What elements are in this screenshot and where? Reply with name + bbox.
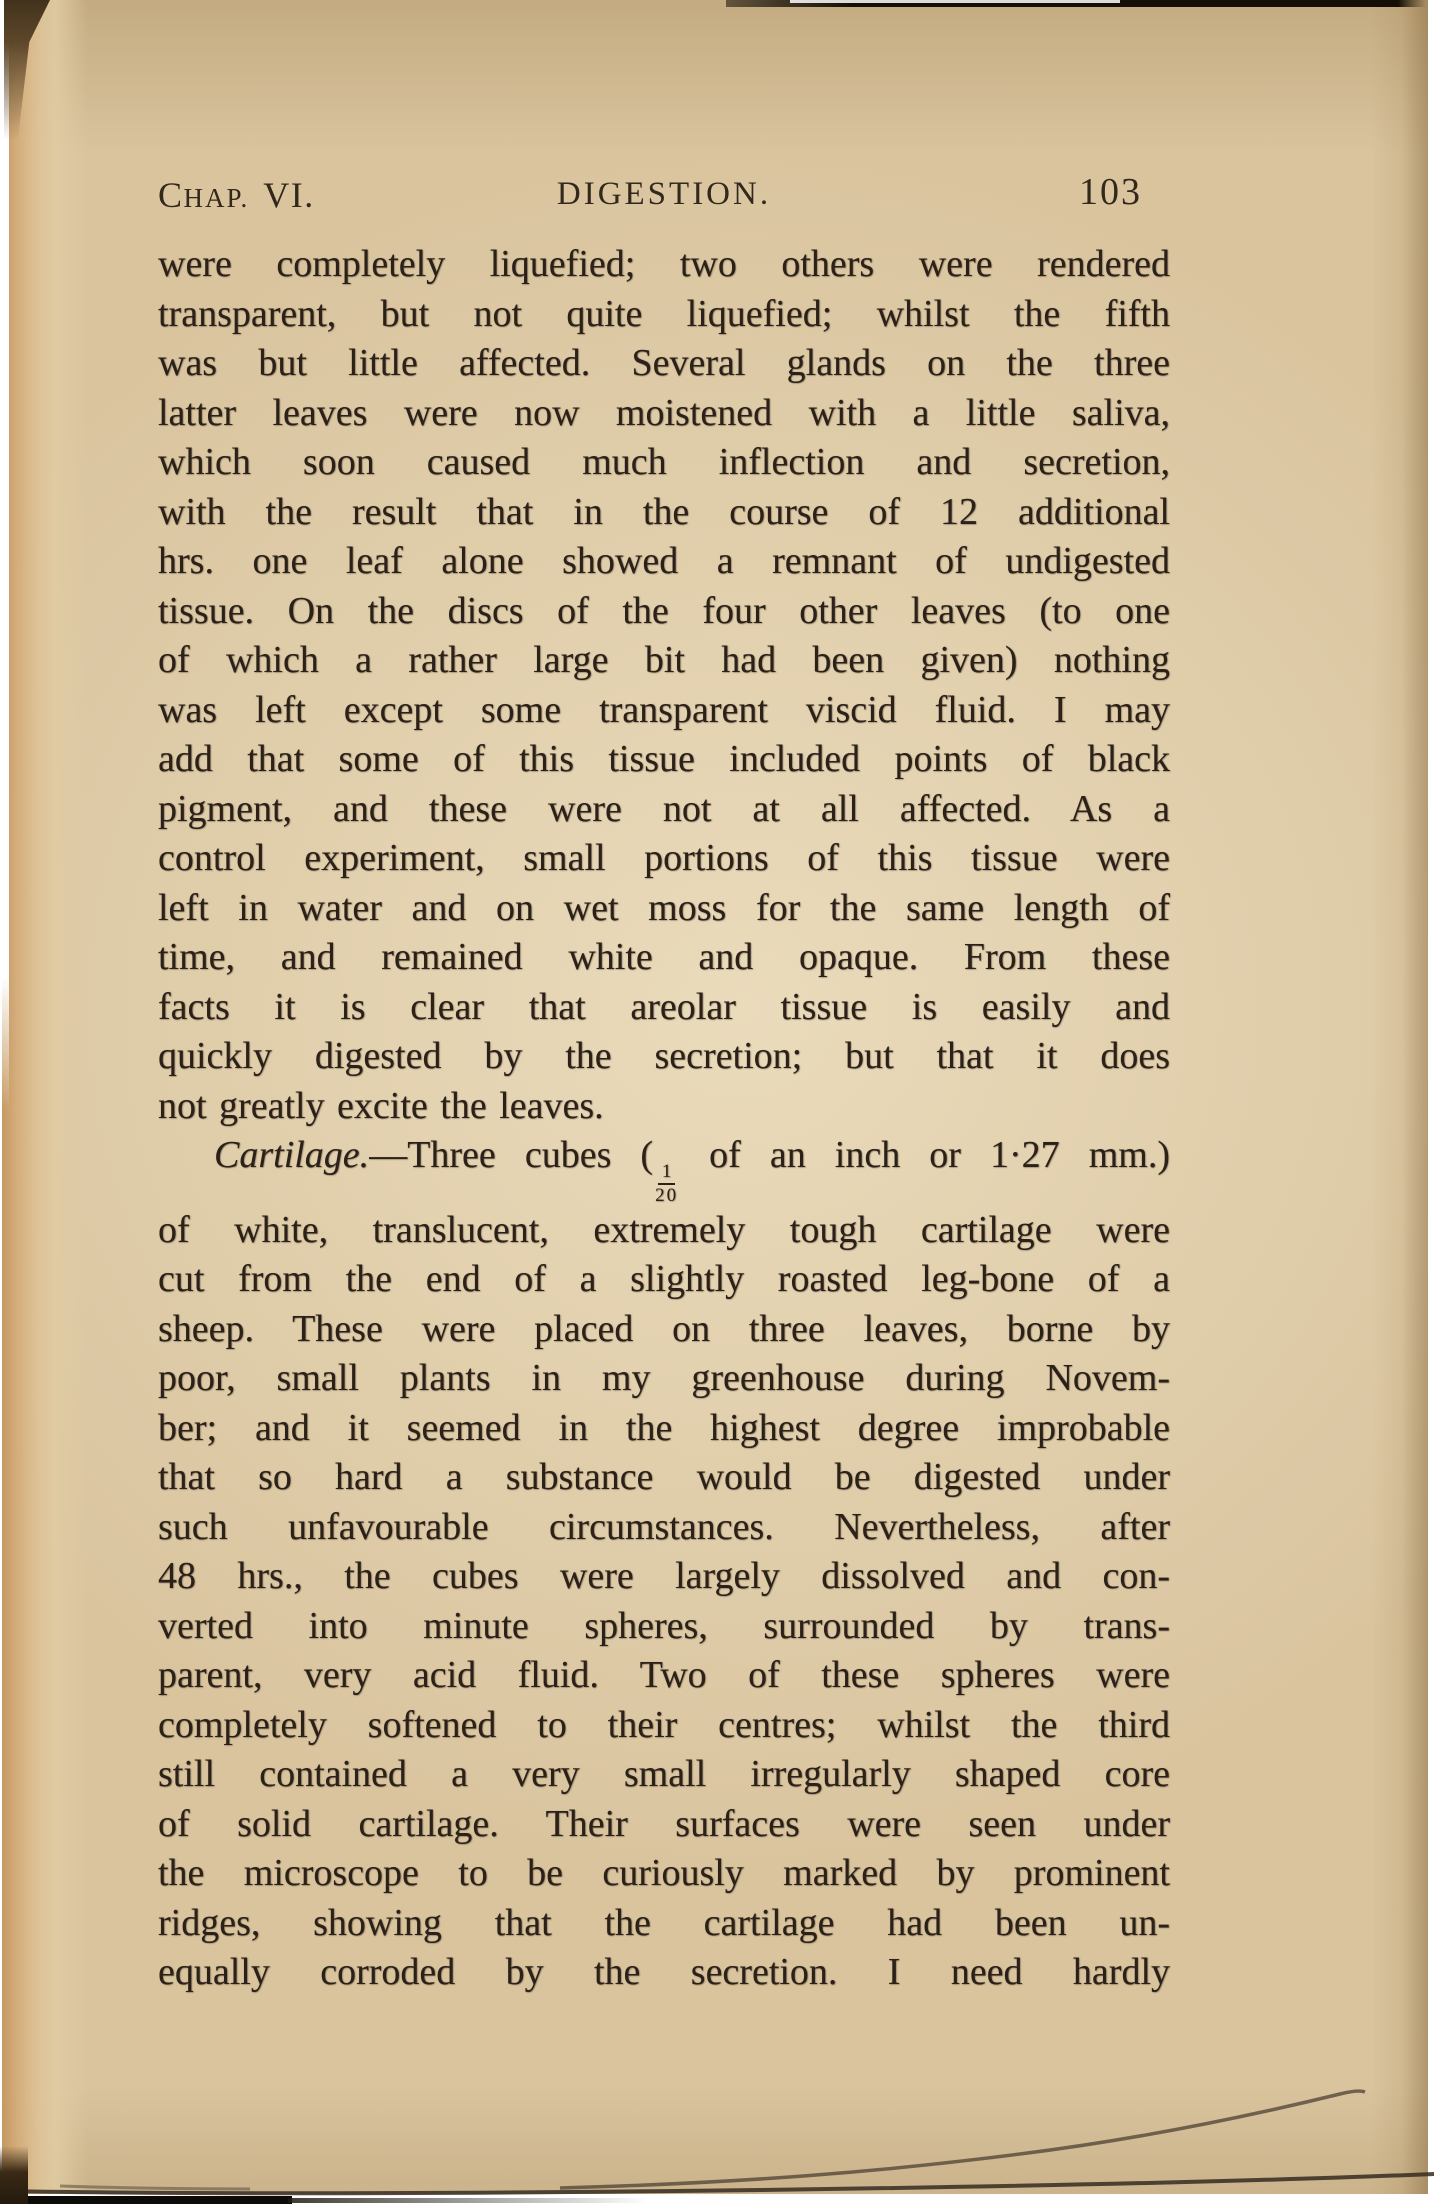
page-number: 103 xyxy=(1079,171,1142,213)
text-line: with the result that in the course of 12 additional xyxy=(158,490,1170,533)
text-line: time, and remained white and opaque. From these xyxy=(158,936,1170,978)
text-line: such unfavourable circumstances. Nevertheless, after xyxy=(158,1505,1170,1548)
text-line: which soon caused much inflection and secretion, xyxy=(158,441,1170,483)
text-line: the microscope to be curiously marked by prominent xyxy=(158,1852,1170,1895)
text-line: hrs. one leaf alone showed a remnant of undigested xyxy=(158,540,1170,582)
text-line: verted into minute spheres, surrounded by trans- xyxy=(158,1604,1170,1647)
text-line: cut from the end of a slightly roasted leg-bone of a xyxy=(158,1258,1170,1301)
text-line: left in water and on wet moss for the same length of xyxy=(158,886,1170,929)
running-title: DIGESTION. xyxy=(556,176,772,212)
text-line: were completely liquefied; two others were rendered xyxy=(158,243,1170,285)
text-line: 48 hrs., the cubes were largely dissolved and con- xyxy=(158,1555,1170,1598)
text-line: facts it is clear that areolar tissue is easily and xyxy=(158,985,1170,1028)
chapter-roman-numeral: VI. xyxy=(263,175,315,215)
text-span: of an inch or 1·27 mm.) xyxy=(680,1134,1170,1176)
text-line: transparent, but not quite liquefied; whilst the fifth xyxy=(158,292,1170,335)
text-line: poor, small plants in my greenhouse during Novem- xyxy=(158,1357,1170,1400)
text-line: parent, very acid fluid. Two of these spheres were xyxy=(158,1654,1170,1697)
text-line: of which a rather large bit had been given) nothing xyxy=(158,639,1170,681)
text-line: pigment, and these were not at all affected. As a xyxy=(158,787,1170,830)
bottom-left-corner-shadow xyxy=(0,2146,28,2204)
chapter-label-smallcaps: HAP. xyxy=(183,183,250,213)
text-line: of white, translucent, extremely tough cartilage were xyxy=(158,1208,1170,1251)
page-fore-edge xyxy=(2,0,88,2194)
text-line: latter leaves were now moistened with a little saliva, xyxy=(158,391,1170,434)
page-right-edge-shadow xyxy=(1402,0,1428,2194)
text-line: add that some of this tissue included points of black xyxy=(158,738,1170,780)
text-line: equally corroded by the secretion. I need hardly xyxy=(158,1951,1170,1994)
text-line: was left except some transparent viscid fluid. I may xyxy=(158,688,1170,731)
italic-text: Cartilage. xyxy=(214,1134,370,1176)
text-line: sheep. These were placed on three leaves, borne by xyxy=(158,1307,1170,1350)
text-line: of solid cartilage. Their surfaces were seen under xyxy=(158,1802,1170,1845)
bottom-left-black-bar xyxy=(0,2196,292,2204)
text-span: —Three cubes ( xyxy=(369,1134,654,1176)
text-line: quickly digested by the secretion; but that it does xyxy=(158,1035,1170,1077)
top-edge-highlight xyxy=(790,0,1120,3)
text-line: ber; and it seemed in the highest degree improbable xyxy=(158,1406,1170,1449)
scan-left-margin xyxy=(0,0,9,1110)
bottom-black-bar-fade xyxy=(288,2198,648,2203)
text-line: was but little affected. Several glands on the three xyxy=(158,342,1170,384)
body-text xyxy=(158,240,1170,1998)
text-line: that so hard a substance would be digested under xyxy=(158,1456,1170,1499)
text-line xyxy=(158,1131,1170,1206)
bottom-page-edge-lines xyxy=(0,2060,1434,2204)
text-line: still contained a very small irregularly shaped core xyxy=(158,1753,1170,1796)
text-line: ridges, showing that the cartilage had been un- xyxy=(158,1901,1170,1944)
text-line: not greatly excite the leaves. xyxy=(158,1084,604,1127)
chapter-label-initial: C xyxy=(158,175,184,215)
text-line: tissue. On the discs of the four other leaves (to one xyxy=(158,589,1170,632)
text-line: control experiment, small portions of this tissue were xyxy=(158,837,1170,879)
fraction: $\frac{1}{20}$ xyxy=(655,1160,679,1206)
text-line: completely softened to their centres; whilst the third xyxy=(158,1703,1170,1746)
page-header xyxy=(158,170,1170,216)
